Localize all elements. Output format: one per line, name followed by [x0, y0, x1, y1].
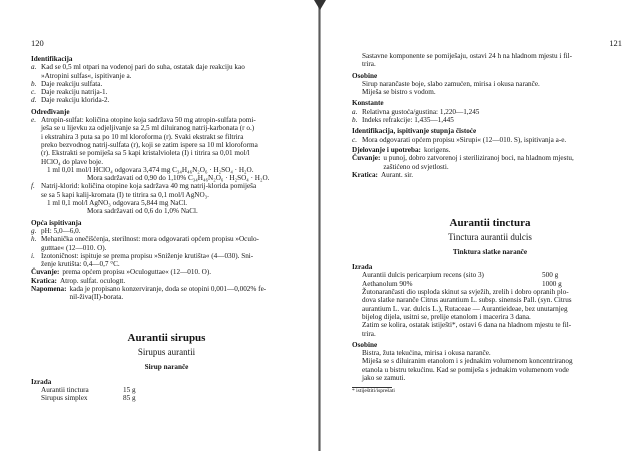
list-item: a. Relativna gustoća/gustina: 1,220—1,245 [352, 107, 480, 116]
list-item: c. Mora odgovarati općem propisu »Sirupi« (12—010. S), ispitivanja a-e. [352, 135, 567, 144]
formula-line: Mora sadržavati od 0,6 do 1,0% NaCl. [87, 207, 198, 216]
properties-text: Sirup narančaste boje, slabo zamućen, mirisa i okusa naranče. Miješa se bistro s vodom. [362, 79, 540, 97]
constants-heading: Konstante [352, 99, 384, 108]
ingredient-name: Aurantii dulcis pericarpium recens (sito 3) [362, 271, 484, 280]
ingredient-amount: 15 g [123, 385, 136, 394]
assay-item-f: f. Natrij-klorid: količina otopine koja sadržava 40 mg natrij-klorida pomiješa se sa 5 kapi kalij-kromata (I) te titrira sa 0,1 mol/l AgNO₃. [31, 182, 257, 199]
monograph-title-block [31, 332, 302, 372]
identification-heading: Identifikacija, ispitivanje stupnja čistoće [352, 127, 477, 136]
identification-heading: Identifikacija [31, 55, 73, 63]
monograph-local-name: Sirup naranče [144, 362, 189, 371]
monograph-subtitle: Sirupus aurantii [137, 346, 196, 357]
list-item: d. Daje reakciju klorida-2. [31, 96, 110, 105]
monograph-title: Aurantii sirupus [127, 331, 206, 344]
page-number-left: 120 [31, 38, 44, 48]
page-number-right: 121 [609, 38, 622, 48]
monograph-local-name: Tinktura slatke naranče [452, 248, 528, 257]
action-line: Djelovanje i upotreba: korigens. [352, 145, 451, 154]
right-page [320, 0, 638, 451]
monograph-subtitle: Tinctura aurantii dulcis [448, 232, 532, 243]
left-page [0, 0, 318, 451]
list-item: b. Indeks refrakcije: 1,435—1,445 [352, 116, 454, 125]
purity-heading: Opća ispitivanja [31, 218, 82, 227]
ingredient-name: Aethanolum 90% [362, 279, 413, 288]
formula-line: 1 ml 0,1 mol/l AgNO₃ odgovara 5,844 mg NaCl. [47, 199, 188, 208]
note-line: Napomena: kada je propisano konzerviranje, doda se otopini 0,001—0,002% fe- nil-živa(II)-borata. [31, 285, 267, 302]
abbreviation-line: Kratica: Atrop. sulfat. oculogtt. [31, 276, 126, 285]
assay-heading: Određivanje [31, 107, 70, 116]
monograph-title-block [352, 217, 628, 257]
preparation-heading: Izrada [352, 263, 373, 272]
properties-text: Bistra, žuta tekućina, mirisa i okusa naranče. Miješa se s diluiranim etanolom i s jednakim volumenom koncentriranog etanola u bistru tekućinu. Kad se pomiješa s jednakim volumenom vode jako se zamuti. [362, 349, 573, 383]
intro-text: Sastavne komponente se pomiješaju, ostavi 24 h na hladnom mjestu i fil- trira. [362, 52, 572, 69]
list-item: a. Kad se 0,5 ml otpari na vodenoj pari do suha, ostatak daje reakciju kao »Atropini sulfas«, ispitivanje a. [31, 63, 245, 80]
preparation-text: Žutonarančasti dio usploda skinut sa svježih, zrelih i dobro opranih plo- dova slatke naranče Citrus aurantium L. subsp. sinensis Pall. (syn. Citrus aurantium L. var. dulcis L.), Rutaceae — Aurantieideae, bez unutarnjeg bijelog dijela, usitni se, prelije etanolom i macerira 3 dana. Zatim se kolira, ostatak istiješti*, ostavi 6 dana na hladnom mjestu te fil- trira. [362, 288, 572, 338]
ingredients-table [31, 386, 302, 403]
abbreviation-line: Kratica: Aurant. sir. [352, 170, 414, 179]
assay-item-e: e. Atropin-sulfat: količina otopine koja sadržava 50 mg atropin-sulfata pomi- ješa se u lijevku za odjeljivanje sa 2,5 ml diluiranog natrij-karbonata (r o.) i ekstrahira 3 puta sa po 10 ml kloroforma (r). Svaki ekstrakt se filtrira preko bezvodnog natrij-sulfata (r), koji se zatim ispere sa 10 ml kloroforma (r). Ekstrakti se pomiješa sa 5 kapi kristalvioleta (I) i titrira sa 0,01 mol/l HClO₄ do plave boje. [31, 116, 258, 166]
preparation-heading: Izrada [31, 377, 52, 386]
list-item: g. pH: 5,0—6,0. [31, 226, 81, 235]
list-item: i. Izotoničnost: ispituje se prema propisu »Sniženje krutišta« (4—030). Sni- ženje krutišta: 0,4—0,7 °C. [31, 251, 254, 269]
storage-line: Čuvanje: u punoj, dobro zatvorenoj i steriliziranoj boci, na hladnom mjestu, zaštićeno od svjetlosti. [352, 154, 574, 171]
formula-line: Mora sadržavati od 0,90 do 1,10% C₃₄H₄₆N₂O₆ · H₂SO₄ · H₂O. [87, 174, 270, 183]
ingredient-amount: 1000 g [542, 279, 562, 288]
footnote: * istiještiti/isprešati [352, 388, 395, 395]
properties-heading: Osobine [352, 71, 378, 80]
ingredient-amount: 500 g [542, 271, 559, 280]
list-item: h. Mehanička onečišćenja, sterilnost: mora odgovarati općem propisu »Oculo- gutttae« (12—010. O). [31, 235, 259, 252]
properties-heading: Osobine [352, 340, 378, 349]
ingredient-name: Aurantii tinctura [41, 385, 89, 394]
ingredient-name: Sirupus simplex [41, 394, 88, 403]
monograph-title: Aurantii tinctura [449, 217, 531, 230]
ingredients-table [352, 271, 628, 288]
formula-line: 1 ml 0,01 mol/l HClO₄ odgovara 3,474 mg C₃₄H₄₆N₂O₆ · H₂SO₄ · H₂O. [47, 165, 254, 174]
list-item: c. Daje reakciju natrija-1. [31, 88, 108, 97]
storage-line: Čuvanje: prema općem propisu »Oculoguttae« (12—010. O). [31, 268, 212, 277]
list-item: b. Daje reakciju sulfata. [31, 79, 103, 88]
ingredient-amount: 85 g [123, 394, 136, 403]
